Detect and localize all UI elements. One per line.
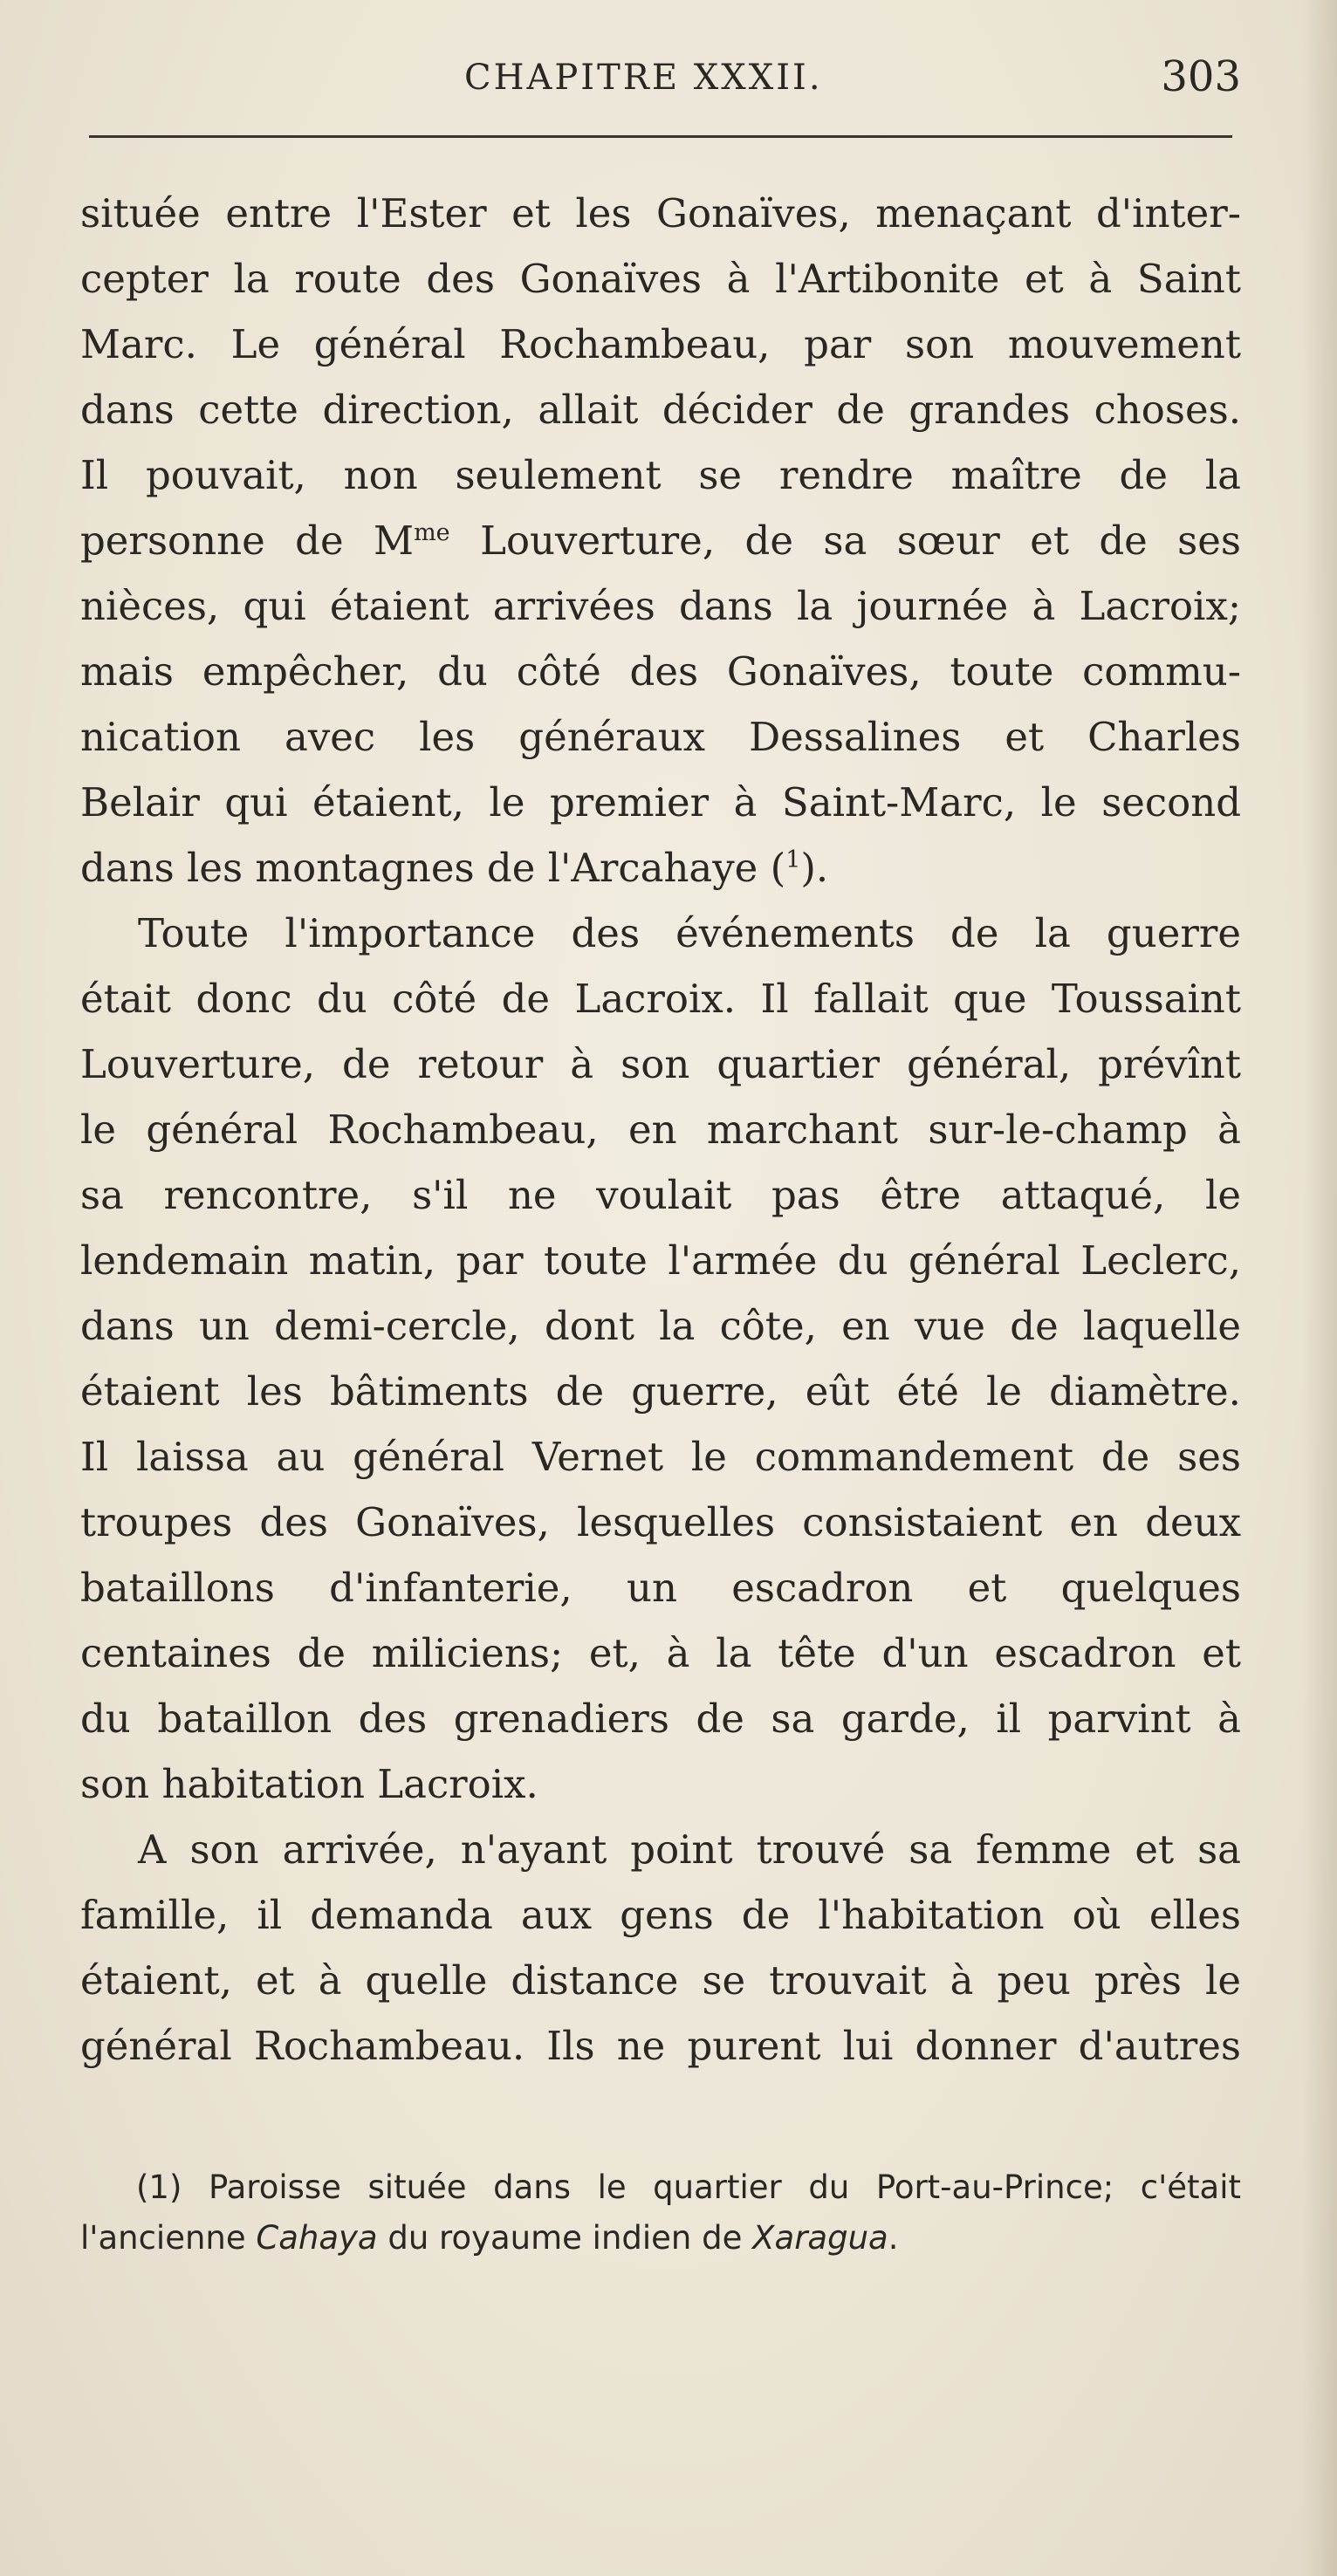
text-line: A son arrivée, n'ayant point trouvé sa femme et sa — [138, 1826, 1241, 1873]
text-segment: ). — [800, 845, 829, 891]
text-line — [80, 835, 1241, 901]
text-line: troupes des Gonaïves, lesquelles consistaient en deux — [80, 1499, 1241, 1545]
text-line: Il laissa au général Vernet le commandement de ses — [80, 1434, 1241, 1480]
text-line: étaient les bâtiments de guerre, eût été le diamètre. — [80, 1368, 1241, 1415]
text-segment: personne de M — [80, 517, 415, 564]
text-line: Louverture, de retour à son quartier général, prévînt — [80, 1041, 1241, 1087]
text-line: sa rencontre, s'il ne voulait pas être attaqué, le — [80, 1172, 1241, 1218]
text-line: Marc. Le général Rochambeau, par son mouvement — [80, 321, 1241, 367]
text-line: général Rochambeau. Ils ne purent lui donner d'autres — [80, 2023, 1241, 2069]
footnote-marker: (1) — [136, 2168, 182, 2206]
text-line: bataillons d'infanterie, un escadron et quelques — [80, 1565, 1241, 1611]
footnote-line — [80, 2213, 1241, 2264]
text-line: était donc du côté de Lacroix. Il fallait que Toussaint — [80, 976, 1241, 1022]
page-edge-shadow — [1302, 0, 1337, 2576]
text-line: située entre l'Ester et les Gonaïves, menaçant d'inter- — [80, 190, 1241, 236]
text-line: étaient, et à quelle distance se trouvait à peu près le — [80, 1957, 1241, 2004]
text-segment: Louverture, de sa sœur et de ses — [449, 517, 1241, 564]
text-line: Il pouvait, non seulement se rendre maître de la — [80, 452, 1241, 498]
footnotes — [80, 2162, 1241, 2264]
text-line — [80, 508, 1241, 573]
text-segment: dans les montagnes de l'Arcahaye ( — [80, 845, 786, 891]
superscript: me — [414, 519, 450, 546]
footnote-ref: 1 — [785, 846, 801, 874]
main-text — [80, 181, 1241, 2079]
running-header — [80, 52, 1241, 105]
text-line: dans cette direction, allait décider de grandes choses. — [80, 387, 1241, 433]
text-line: le général Rochambeau, en marchant sur-le-champ à — [80, 1106, 1241, 1153]
text-line: centaines de miliciens; et, à la tête d'un escadron et — [80, 1630, 1241, 1676]
text-line: Toute l'importance des événements de la guerre — [138, 910, 1241, 956]
header-rule — [89, 135, 1232, 138]
footnote-line — [80, 2162, 1241, 2213]
text-line: famille, il demanda aux gens de l'habitation où elles — [80, 1892, 1241, 1938]
text-line: nication avec les généraux Dessalines et Charles — [80, 714, 1241, 760]
page-number: 303 — [1161, 52, 1241, 101]
footnote-text: . — [888, 2219, 899, 2257]
footnote-italic: Cahaya — [256, 2219, 378, 2257]
text-line: son habitation Lacroix. — [80, 1761, 538, 1807]
text-line: lendemain matin, par toute l'armée du général Leclerc, — [80, 1237, 1241, 1284]
text-line: cepter la route des Gonaïves à l'Artibonite et à Saint — [80, 256, 1241, 302]
footnote-text: Paroisse située dans le quartier du Port-au-Prince; c'était — [182, 2168, 1241, 2206]
text-line: nièces, qui étaient arrivées dans la journée à Lacroix; — [80, 583, 1241, 629]
text-line: du bataillon des grenadiers de sa garde, il parvint à — [80, 1696, 1241, 1742]
chapter-title: CHAPITRE XXXII. — [464, 58, 823, 98]
text-line: mais empêcher, du côté des Gonaïves, toute commu- — [80, 648, 1241, 695]
text-line: dans un demi-cercle, dont la côte, en vue de laquelle — [80, 1303, 1241, 1349]
footnote-italic: Xaragua — [752, 2219, 888, 2257]
footnote-text: du royaume indien de — [377, 2219, 753, 2257]
text-line: Belair qui étaient, le premier à Saint-Marc, le second — [80, 779, 1241, 826]
footnote-text: l'ancienne — [80, 2219, 257, 2257]
